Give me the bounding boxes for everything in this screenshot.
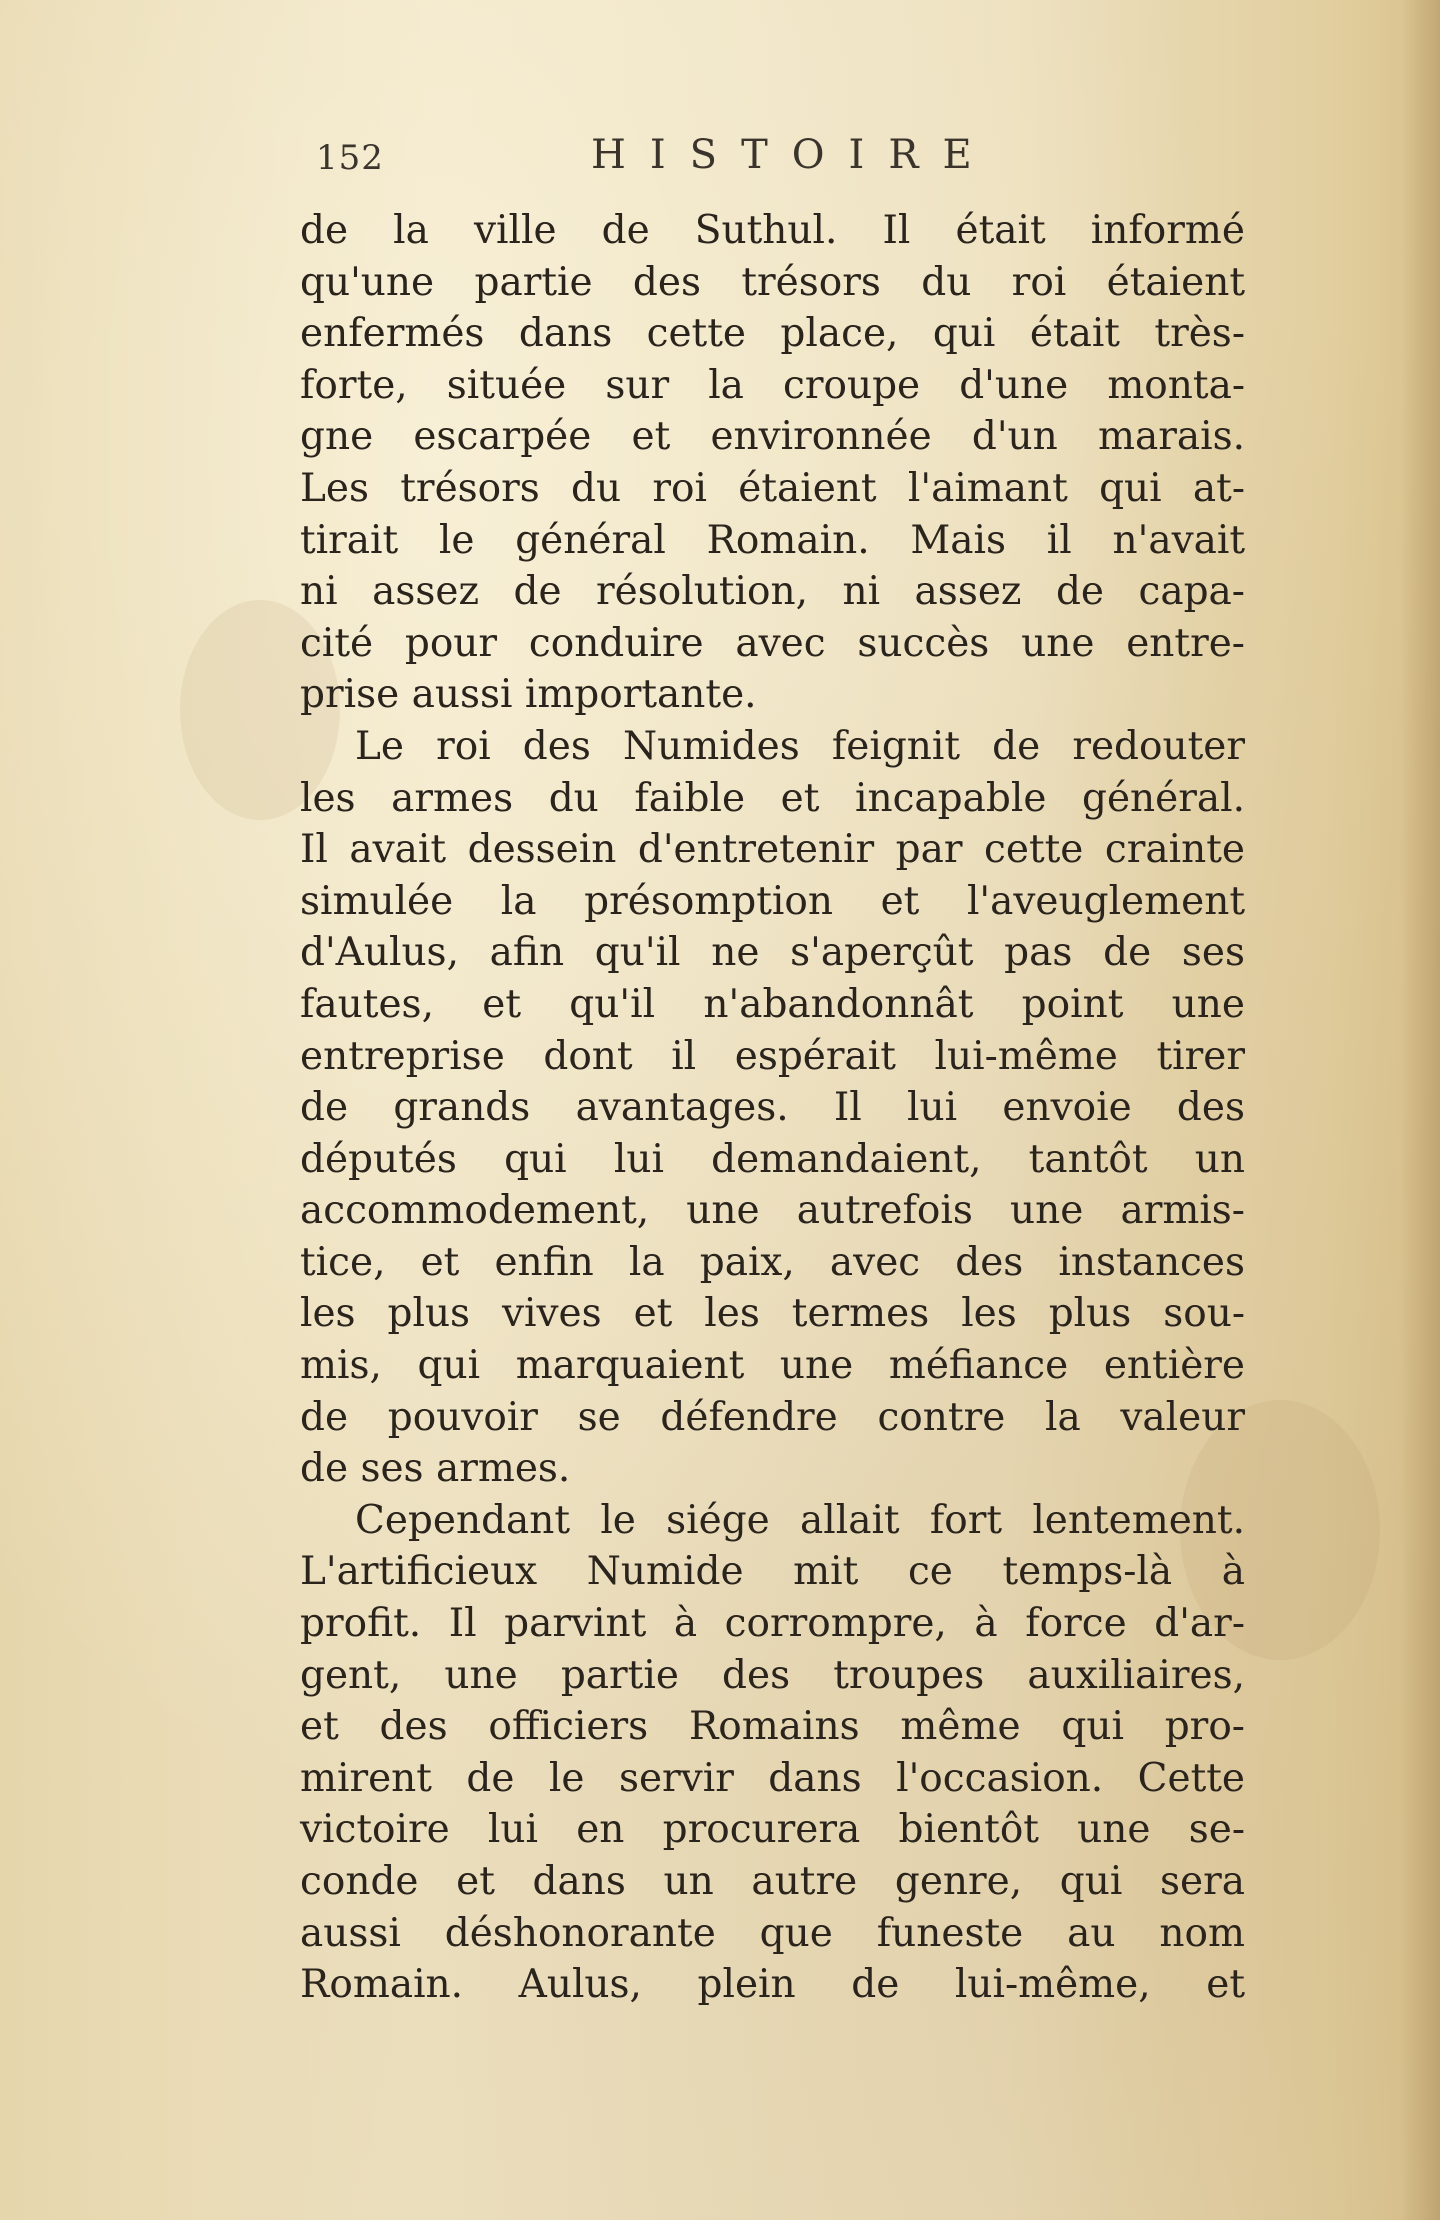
text-line: conde et dans un autre genre, qui sera xyxy=(300,1859,1245,1904)
text-line: gne escarpée et environnée d'un marais. xyxy=(300,414,1245,460)
text-line: Romain. Aulus, plein de lui-même, et xyxy=(300,1962,1245,2008)
text-line: aussi déshonorante que funeste au nom xyxy=(300,1910,1245,1956)
paragraph-end-line: de ses armes. xyxy=(300,1446,571,1492)
text-line: gent, une partie des troupes auxiliaires, xyxy=(300,1652,1245,1698)
text-line: L'artificieux Numide mit ce temps-là à xyxy=(300,1549,1245,1595)
text-line: les plus vives et les termes les plus sou- xyxy=(300,1291,1245,1337)
text-line: tice, et enfin la paix, avec des instances xyxy=(300,1239,1245,1285)
text-line: enfermés dans cette place, qui était très- xyxy=(300,311,1245,357)
text-line: cité pour conduire avec succès une entre- xyxy=(300,620,1245,666)
text-line: d'Aulus, afin qu'il ne s'aperçût pas de ses xyxy=(300,930,1245,976)
text-line: Les trésors du roi étaient l'aimant qui at- xyxy=(300,465,1245,511)
text-line: les armes du faible et incapable général. xyxy=(300,775,1245,821)
text-line: et des officiers Romains même qui pro- xyxy=(300,1704,1245,1750)
text-line: de la ville de Suthul. Il était informé xyxy=(300,208,1245,253)
paragraph-start-line: Le roi des Numides feignit de redouter xyxy=(355,723,1245,769)
running-title: HISTOIRE xyxy=(591,132,996,178)
text-line: qu'une partie des trésors du roi étaient xyxy=(300,259,1245,305)
text-line: mirent de le servir dans l'occasion. Cette xyxy=(300,1755,1245,1801)
page-edge-shadow xyxy=(1400,0,1440,2220)
text-line: tirait le général Romain. Mais il n'avait xyxy=(300,517,1245,563)
text-line: fautes, et qu'il n'abandonnât point une xyxy=(300,981,1245,1027)
text-line: députés qui lui demandaient, tantôt un xyxy=(300,1136,1245,1182)
text-line: de pouvoir se défendre contre la valeur xyxy=(300,1394,1245,1440)
text-line: entreprise dont il espérait lui-même tirer xyxy=(300,1033,1245,1079)
paragraph-start-line: Cependant le siége allait fort lentement. xyxy=(355,1497,1245,1543)
page-header xyxy=(316,132,1276,192)
paragraph-end-line: prise aussi importante. xyxy=(300,672,757,718)
text-line: forte, située sur la croupe d'une monta- xyxy=(300,362,1245,408)
text-line: Il avait dessein d'entretenir par cette crainte xyxy=(300,827,1245,873)
text-line: mis, qui marquaient une méfiance entière xyxy=(300,1343,1245,1389)
page-number: 152 xyxy=(316,138,384,178)
text-line: simulée la présomption et l'aveuglement xyxy=(300,878,1245,924)
text-line: accommodement, une autrefois une armis- xyxy=(300,1188,1245,1234)
text-line: profit. Il parvint à corrompre, à force d'ar- xyxy=(300,1601,1245,1647)
text-line: victoire lui en procurera bientôt une se- xyxy=(300,1807,1245,1853)
text-line: de grands avantages. Il lui envoie des xyxy=(300,1085,1245,1131)
body-text xyxy=(300,205,1245,2011)
text-line: ni assez de résolution, ni assez de capa- xyxy=(300,569,1245,615)
